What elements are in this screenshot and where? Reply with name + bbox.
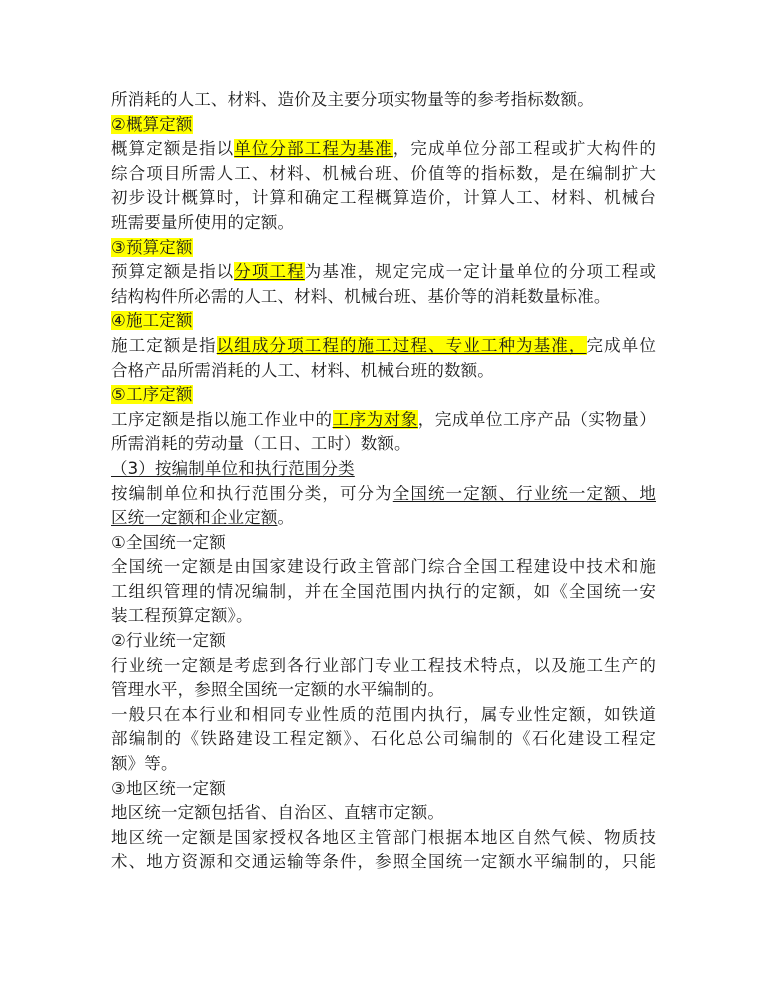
- text-segment: ①全国统一定额: [111, 532, 226, 552]
- underlined-phrase: 全国统一定额、行业统一定额、地: [392, 483, 657, 503]
- subsection-heading: [111, 457, 656, 482]
- section-heading: [111, 309, 656, 334]
- text-line: [111, 408, 656, 433]
- item-heading: [111, 777, 656, 802]
- section-heading: [111, 383, 656, 408]
- highlighted-heading: ⑤工序定额: [111, 385, 193, 405]
- text-line: [111, 604, 656, 629]
- highlighted-underlined-phrase: 单位分部工程为基准: [234, 139, 393, 159]
- highlighted-heading: ③预算定额: [111, 237, 193, 257]
- text-segment: 。: [277, 508, 295, 528]
- text-segment: 部编制的《铁路建设工程定额》、石化总公司编制的《石化建设工程定: [111, 729, 656, 749]
- text-segment: 完成单位: [586, 335, 656, 355]
- text-segment: 结构构件所必需的人工、材料、机械台班、基价等的消耗数量标准。: [111, 286, 611, 306]
- text-line: [111, 162, 656, 187]
- highlighted-underlined-phrase: 工序为对象: [332, 409, 418, 429]
- text-line: [111, 555, 656, 580]
- text-line: [111, 88, 656, 113]
- underlined-phrase: 区统一定额和企业定额: [111, 508, 278, 528]
- text-segment: 按编制单位和执行范围分类，可分为: [111, 483, 393, 503]
- text-segment: 术、地方资源和交通运输等条件，参照全国统一定额水平编制的，只能: [111, 852, 656, 872]
- text-line: [111, 137, 656, 162]
- text-line: [111, 482, 656, 507]
- text-line: [111, 801, 656, 826]
- highlighted-underlined-phrase: 分项工程: [234, 262, 305, 282]
- text-segment: 概算定额是指以: [111, 139, 235, 159]
- text-segment: 所需消耗的劳动量（工日、工时）数额。: [111, 434, 411, 454]
- text-line: [111, 654, 656, 679]
- underlined-heading: （3）按编制单位和执行范围分类: [111, 458, 355, 478]
- text-segment: 工组织管理的情况编制，并在全国范围内执行的定额，如《全国统一安: [111, 581, 656, 601]
- text-segment: 地区统一定额包括省、自治区、直辖市定额。: [111, 803, 444, 823]
- text-segment: 综合项目所需人工、材料、机械台班、价值等的指标数，是在编制扩大: [111, 163, 656, 183]
- text-segment: 工序定额是指以施工作业中的: [111, 409, 333, 429]
- highlighted-underlined-phrase: 以组成分项工程的施工过程、专业工种为基准，: [216, 335, 587, 355]
- text-line: [111, 727, 656, 752]
- text-segment: 全国统一定额是由国家建设行政主管部门综合全国工程建设中技术和施: [111, 557, 656, 577]
- text-line: [111, 826, 656, 851]
- section-heading: [111, 113, 656, 138]
- text-line: [111, 850, 656, 875]
- text-segment: 合格产品所需消耗的人工、材料、机械台班的数额。: [111, 360, 494, 380]
- text-line: [111, 359, 656, 384]
- text-line: [111, 260, 656, 285]
- text-line: [111, 186, 656, 211]
- text-line: [111, 432, 656, 457]
- highlighted-heading: ②概算定额: [111, 114, 193, 134]
- text-segment: 施工定额是指: [111, 335, 217, 355]
- highlighted-heading: ④施工定额: [111, 311, 193, 331]
- text-segment: 行业统一定额是考虑到各行业部门专业工程技术特点，以及施工生产的: [111, 655, 656, 675]
- item-heading: [111, 629, 656, 654]
- text-line: [111, 211, 656, 236]
- text-segment: 额》等。: [111, 754, 178, 774]
- item-heading: [111, 531, 656, 556]
- text-segment: 班需要量所使用的定额。: [111, 212, 295, 232]
- text-segment: 一般只在本行业和相同专业性质的范围内执行，属专业性定额，如铁道: [111, 704, 656, 724]
- text-segment: 初步设计概算时，计算和确定工程概算造价，计算人工、材料、机械台: [111, 188, 656, 208]
- text-segment: 装工程预算定额》。: [111, 606, 253, 626]
- text-line: [111, 678, 656, 703]
- text-line: [111, 506, 656, 531]
- text-segment: ，完成单位分部工程或扩大构件的: [392, 139, 656, 159]
- text-segment: 管理水平，参照全国统一定额的水平编制的。: [111, 680, 444, 700]
- text-line: [111, 334, 656, 359]
- text-line: [111, 703, 656, 728]
- document-page: [111, 88, 656, 875]
- text-segment: ，完成单位工序产品（实物量）: [417, 409, 656, 429]
- text-segment: ②行业统一定额: [111, 631, 226, 651]
- section-heading: [111, 236, 656, 261]
- text-segment: 所消耗的人工、材料、造价及主要分项实物量等的参考指标数额。: [111, 90, 594, 109]
- text-line: [111, 285, 656, 310]
- text-line: [111, 580, 656, 605]
- text-segment: ③地区统一定额: [111, 778, 226, 798]
- text-segment: 地区统一定额是国家授权各地区主管部门根据本地区自然气候、物质技: [111, 827, 656, 847]
- text-segment: 预算定额是指以: [111, 262, 235, 282]
- text-segment: 为基准，规定完成一定计量单位的分项工程或: [304, 262, 656, 282]
- text-line: [111, 752, 656, 777]
